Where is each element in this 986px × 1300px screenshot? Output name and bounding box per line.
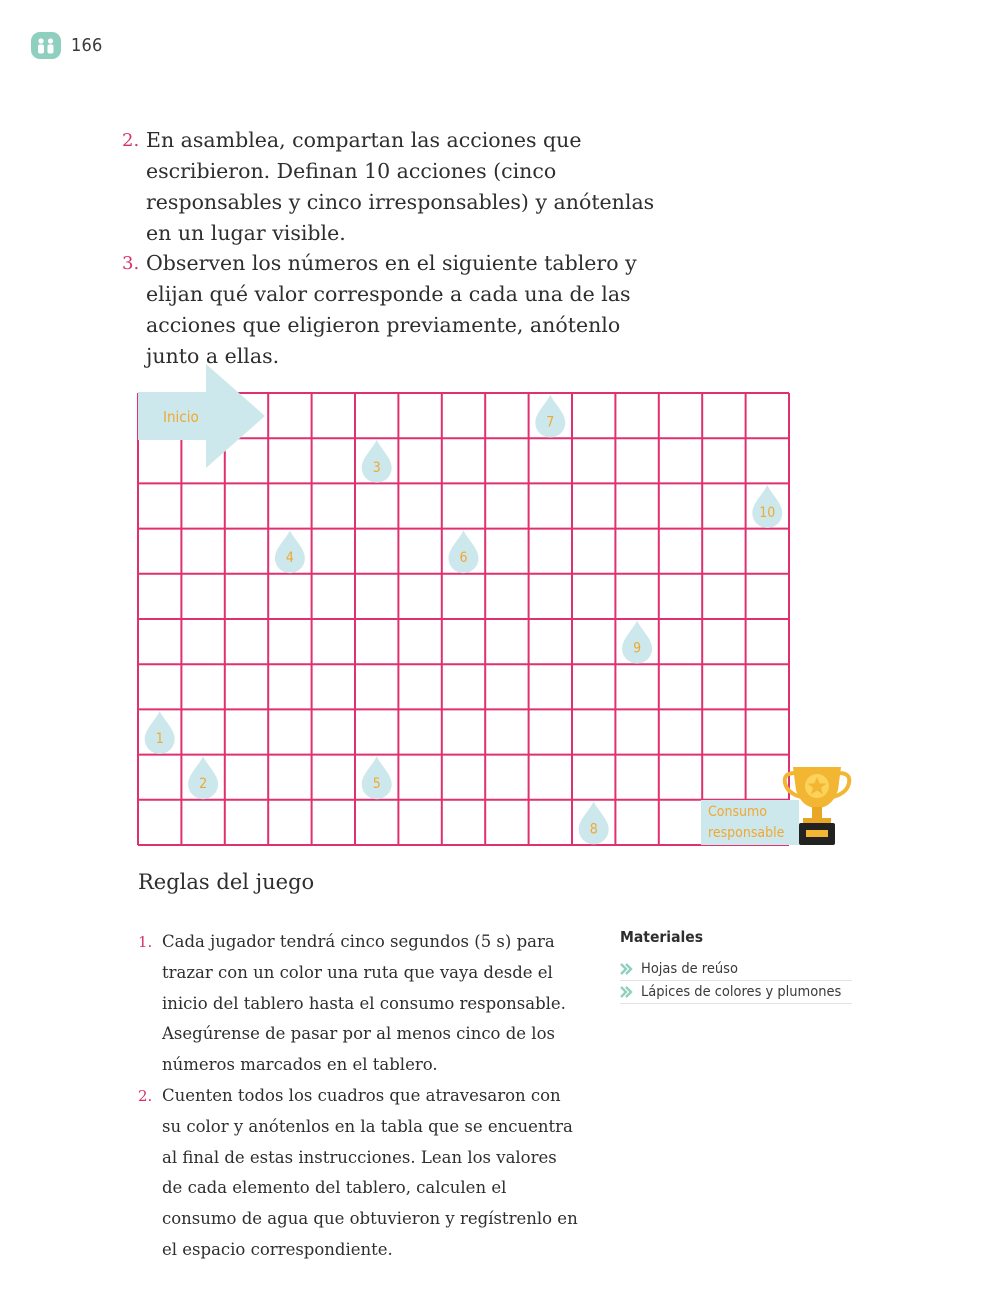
instruction-text: En asamblea, compartan las acciones que escribieron. Definan 10 acciones (cinco responsables y cinco irresponsables) y anótenlas en un lugar visible. — [146, 128, 655, 245]
materials-title: Materiales — [620, 928, 704, 946]
water-drop-marker — [362, 440, 392, 483]
water-drop-marker — [752, 485, 782, 528]
rule-number: 2. — [138, 1086, 153, 1105]
material-item — [620, 981, 852, 1004]
drop-label: 3 — [372, 459, 381, 476]
water-drop-marker — [622, 621, 652, 664]
start-label: Inicio — [163, 408, 199, 426]
drop-label: 8 — [589, 821, 598, 838]
instruction-number: 2. — [122, 130, 140, 151]
page-number: 166 — [71, 35, 103, 56]
water-drop-marker — [188, 756, 218, 799]
water-drop-marker — [535, 395, 565, 438]
rules-list — [138, 927, 578, 1266]
instruction-text: Observen los números en el siguiente tablero y elijan qué valor corresponde a cada una de las acciones que eligieron previamente, anótenlo junto a ellas. — [146, 251, 637, 368]
water-drop-marker — [449, 530, 479, 573]
rules-title: Reglas del juego — [138, 870, 315, 894]
drop-label: 10 — [759, 505, 776, 521]
board-grid — [138, 393, 789, 845]
water-drop-marker — [145, 711, 175, 754]
drop-label: 6 — [459, 550, 468, 567]
water-drop-marker — [579, 801, 609, 844]
instruction-number: 3. — [122, 253, 140, 274]
rule-number: 1. — [138, 933, 153, 951]
materials-box — [620, 928, 852, 1004]
start-arrow — [138, 364, 265, 468]
material-label: Lápices de colores y plumones — [641, 984, 842, 1000]
drop-label: 7 — [546, 414, 555, 431]
drop-label: 2 — [199, 776, 208, 793]
rule-item — [138, 927, 578, 1081]
rule-text: Cuenten todos los cuadros que atravesaron con su color y anótenlos en la tabla que se encuentra al final de estas instrucciones. Lean los valores de cada elemento del tablero, calculen el consumo de agua que obtuvieron y regístrenlo en el espacio correspondiente. — [162, 1085, 578, 1259]
drop-label: 5 — [372, 776, 381, 793]
finish-label-line1: Consumo — [708, 804, 768, 820]
drop-label: 1 — [155, 731, 164, 747]
material-item — [620, 958, 852, 981]
rule-text: Cada jugador tendrá cinco segundos (5 s) para trazar con un color una ruta que vaya desde el inicio del tablero hasta el consumo responsable. Asegúrense de pasar por al menos cinco de los números marcados en el tablero. — [162, 932, 566, 1075]
water-drop-marker — [362, 756, 392, 799]
finish-label-line2: responsable — [708, 825, 785, 841]
material-label: Hojas de reúso — [641, 961, 738, 977]
finish-area — [701, 800, 799, 845]
double-chevron-icon — [620, 963, 634, 975]
drop-label: 4 — [285, 550, 294, 567]
rule-item — [138, 1081, 578, 1266]
drop-label: 9 — [633, 640, 642, 657]
water-drop-marker — [275, 530, 305, 573]
double-chevron-icon — [620, 986, 634, 998]
